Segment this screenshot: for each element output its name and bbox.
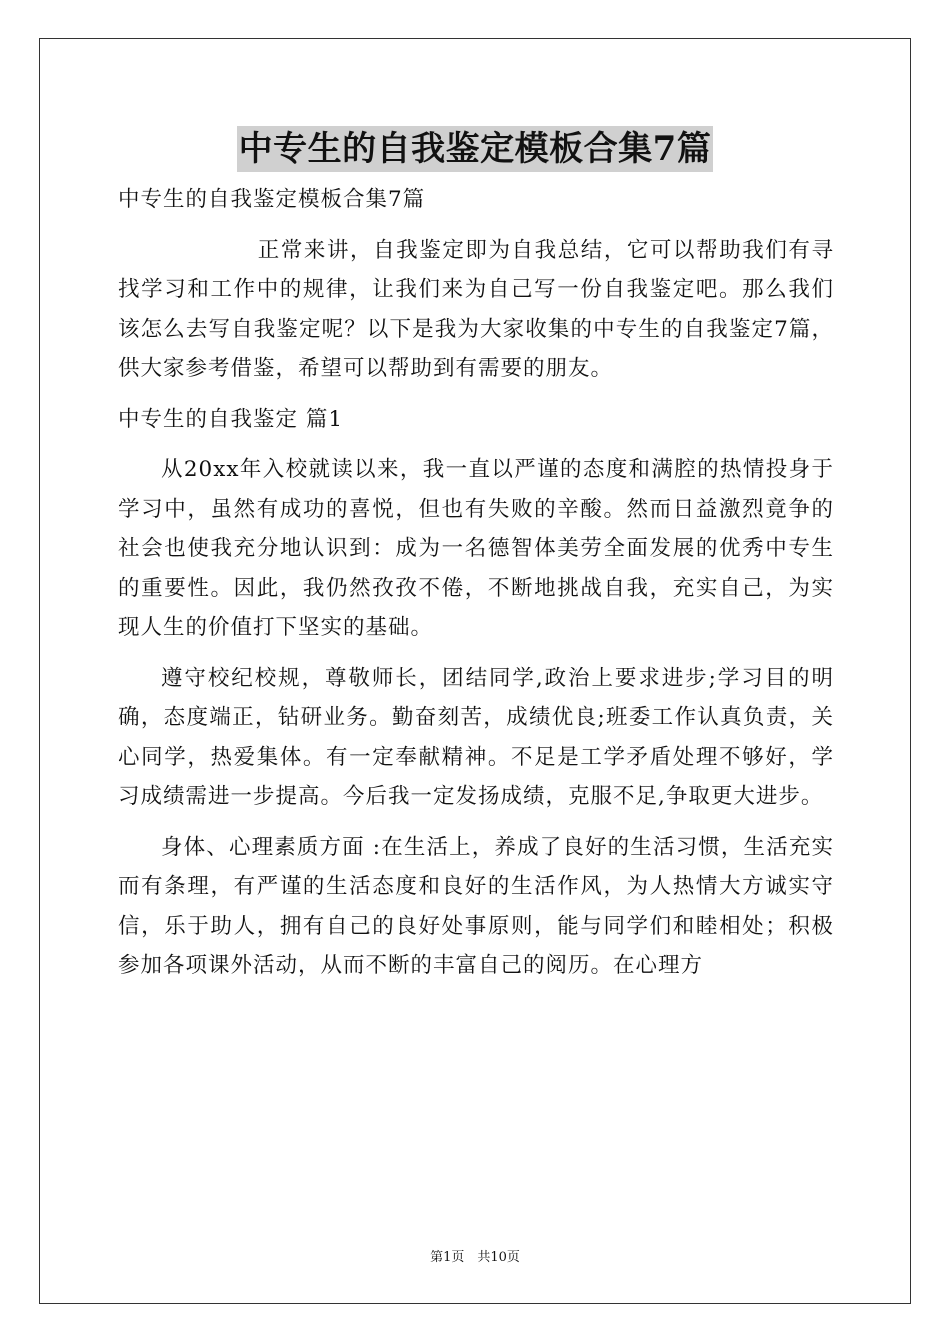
page-footer: 第1页 共10页 (430, 1250, 520, 1265)
intro-paragraph: 正常来讲，自我鉴定即为自我总结，它可以帮助我们有寻找学习和工作中的规律，让我们来为自己写一份自我鉴定吧。那么我们该怎么去写自我鉴定呢？以下是我为大家收集的中专生的自我鉴定7篇，供大家参考借鉴，希望可以帮助到有需要的朋友。 (118, 237, 834, 381)
body-paragraph-1: 从20xx年入校就读以来，我一直以严谨的态度和满腔的热情投身于学习中，虽然有成功的喜悦，但也有失败的辛酸。然而日益激烈竟争的社会也使我充分地认识到：成为一名德智体美劳全面发展的优秀中专生的重要性。因此，我仍然孜孜不倦，不断地挑战自我，充实自己，为实现人生的价值打下坚实的基础。 (118, 457, 834, 640)
document-title: 中专生的自我鉴定模板合集7篇 (237, 126, 714, 172)
section-heading: 中专生的自我鉴定 篇1 (118, 406, 344, 432)
body-paragraph-2: 遵守校纪校规，尊敬师长，团结同学,政治上要求进步;学习目的明确，态度端正，钻研业务。勤奋刻苦，成绩优良;班委工作认真负责，关心同学，热爱集体。有一定奉献精神。不足是工学矛盾处理不够好，学习成绩需进一步提高。今后我一定发扬成绩，克服不足,争取更大进步。 (118, 665, 834, 809)
document-subtitle: 中专生的自我鉴定模板合集7篇 (118, 187, 426, 212)
title-container (0, 126, 950, 172)
document-body (118, 180, 834, 997)
body-paragraph-3: 身体、心理素质方面 :在生活上，养成了良好的生活习惯，生活充实而有条理，有严谨的生活态度和良好的生活作风，为人热情大方诚实守信，乐于助人，拥有自己的良好处事原则，能与同学们和睦相处；积极参加各项课外活动，从而不断的丰富自己的阅历。在心理方 (118, 834, 834, 978)
